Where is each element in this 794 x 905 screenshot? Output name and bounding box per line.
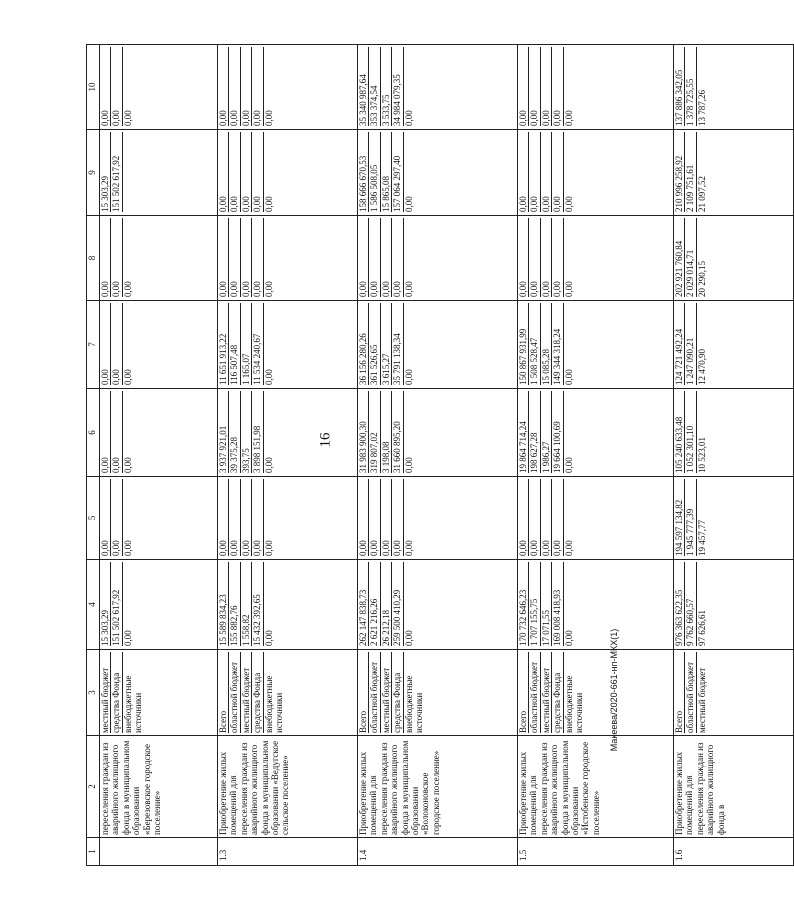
row-index-cell: 1.3 bbox=[218, 838, 358, 866]
value-line: 11 534 240,67 bbox=[252, 303, 263, 385]
value-cell bbox=[358, 45, 518, 130]
header-cell: 10 bbox=[87, 45, 100, 130]
funding-source-label: источники bbox=[133, 692, 144, 733]
value-cell bbox=[518, 301, 674, 389]
value-line: 0,00 bbox=[252, 218, 263, 297]
value-line: 0,00 bbox=[100, 303, 111, 385]
value-line: 35 791 138,34 bbox=[392, 303, 403, 385]
header-cell: 7 bbox=[87, 301, 100, 389]
value-line: 0,00 bbox=[218, 47, 229, 126]
value-cell bbox=[674, 301, 794, 389]
value-line: 35 340 987,64 bbox=[358, 47, 369, 126]
value-line: 26 212,18 bbox=[381, 562, 392, 646]
header-cell: 8 bbox=[87, 216, 100, 301]
value-cell bbox=[100, 216, 218, 301]
value-line: 1 586 508,05 bbox=[369, 132, 380, 212]
value-line: 12 470,90 bbox=[696, 349, 707, 385]
value-line: 31 660 895,20 bbox=[392, 391, 403, 473]
value-line: 0,00 bbox=[403, 369, 414, 385]
value-line: 1 945 777,39 bbox=[685, 479, 696, 556]
value-line: 9 762 660,57 bbox=[685, 562, 696, 646]
value-line: 1 707 155,75 bbox=[529, 562, 540, 646]
value-line: 0,00 bbox=[100, 47, 111, 126]
value-line: 0,00 bbox=[403, 281, 414, 297]
value-line: 0,00 bbox=[403, 457, 414, 473]
value-cell bbox=[100, 45, 218, 130]
value-line: 124 721 492,24 bbox=[674, 303, 685, 385]
value-line: 0,00 bbox=[241, 132, 252, 212]
value-line: 0,00 bbox=[111, 303, 122, 385]
value-line: 0,00 bbox=[263, 540, 274, 556]
value-line: 0,00 bbox=[529, 132, 540, 212]
value-line: 0,00 bbox=[518, 132, 529, 212]
value-line: 0,00 bbox=[563, 281, 574, 297]
header-cell: 1 bbox=[87, 838, 100, 866]
value-line: 0,00 bbox=[518, 47, 529, 126]
value-line: 0,00 bbox=[218, 479, 229, 556]
value-line: 31 983 900,30 bbox=[358, 391, 369, 473]
value-line: 11 651 913,22 bbox=[218, 303, 229, 385]
value-line: 0,00 bbox=[563, 369, 574, 385]
header-cell: 5 bbox=[87, 477, 100, 560]
funding-source-label: Всего bbox=[358, 652, 369, 733]
value-cell bbox=[358, 477, 518, 560]
value-line: 0,00 bbox=[218, 132, 229, 212]
value-line: 259 500 410,29 bbox=[392, 562, 403, 646]
value-line: 0,00 bbox=[111, 479, 122, 556]
value-cell bbox=[674, 45, 794, 130]
value-line: 353 374,54 bbox=[369, 47, 380, 126]
value-line: 0,00 bbox=[122, 110, 133, 126]
value-line: 0,00 bbox=[241, 218, 252, 297]
value-line: 319 807,02 bbox=[369, 391, 380, 473]
value-line: 0,00 bbox=[518, 218, 529, 297]
value-cell bbox=[218, 301, 358, 389]
value-line: 15 085,28 bbox=[541, 303, 552, 385]
value-line: 1 378 725,55 bbox=[685, 47, 696, 126]
value-line: 393,75 bbox=[241, 391, 252, 473]
value-cell bbox=[218, 477, 358, 560]
value-line: 0,00 bbox=[369, 479, 380, 556]
table-body bbox=[100, 45, 794, 866]
value-line: 0,00 bbox=[263, 457, 274, 473]
value-cell bbox=[674, 560, 794, 650]
value-line: 158 666 670,53 bbox=[358, 132, 369, 212]
value-line: 150 867 931,99 bbox=[518, 303, 529, 385]
funding-source-cell bbox=[358, 650, 518, 736]
value-cell bbox=[218, 389, 358, 477]
value-line: 361 526,65 bbox=[369, 303, 380, 385]
value-line: 10 523,01 bbox=[696, 437, 707, 473]
budget-table bbox=[86, 44, 794, 866]
value-line: 0,00 bbox=[122, 457, 133, 473]
row-description-cell: Приобретение жилых помещений для переселения граждан из аварийного жилищного фонда в bbox=[674, 736, 794, 838]
value-line: 0,00 bbox=[369, 218, 380, 297]
value-line: 169 008 418,93 bbox=[552, 562, 563, 646]
value-line: 0,00 bbox=[252, 132, 263, 212]
value-cell bbox=[358, 130, 518, 216]
value-line: 0,00 bbox=[552, 47, 563, 126]
funding-source-label: местный бюджет bbox=[100, 652, 111, 733]
value-line: 0,00 bbox=[229, 479, 240, 556]
table-row bbox=[358, 45, 518, 866]
value-line: 3 937 921,01 bbox=[218, 391, 229, 473]
funding-source-label: источники bbox=[573, 692, 584, 733]
header-cell: 6 bbox=[87, 389, 100, 477]
value-line: 0,00 bbox=[111, 47, 122, 126]
value-line: 39 375,28 bbox=[229, 391, 240, 473]
value-line: 0,00 bbox=[218, 218, 229, 297]
value-line: 13 787,26 bbox=[696, 90, 707, 126]
row-description-cell: переселения граждан из аварийного жилищного фонда в муниципальном образовании «Березовское городское поселение» bbox=[100, 736, 218, 838]
funding-source-label: источники bbox=[273, 692, 284, 733]
value-cell bbox=[518, 389, 674, 477]
row-description-cell: Приобретение жилых помещений для переселения граждан из аварийного жилищного фонда в муниципальном образовании «Ведугское сельское поселение» bbox=[218, 736, 358, 838]
funding-source-label: средства Фонда bbox=[111, 652, 122, 733]
value-cell bbox=[518, 130, 674, 216]
value-line: 0,00 bbox=[100, 391, 111, 473]
value-cell bbox=[674, 130, 794, 216]
value-cell bbox=[218, 130, 358, 216]
funding-source-label: Всего bbox=[674, 652, 685, 733]
value-line: 0,00 bbox=[111, 218, 122, 297]
value-cell bbox=[518, 45, 674, 130]
value-line: 17 071,55 bbox=[541, 562, 552, 646]
value-line: 15 865,08 bbox=[381, 132, 392, 212]
value-line: 3 898 151,98 bbox=[252, 391, 263, 473]
value-line: 0,00 bbox=[518, 479, 529, 556]
value-line: 0,00 bbox=[252, 47, 263, 126]
value-cell bbox=[518, 560, 674, 650]
value-line: 0,00 bbox=[229, 47, 240, 126]
funding-source-label: местный бюджет bbox=[381, 652, 392, 733]
value-line: 2 109 751,61 bbox=[685, 132, 696, 212]
value-line: 151 502 617,92 bbox=[111, 132, 122, 212]
value-cell bbox=[358, 560, 518, 650]
value-line: 0,00 bbox=[392, 218, 403, 297]
funding-source-label: областной бюджет bbox=[685, 652, 696, 733]
value-line: 0,00 bbox=[122, 369, 133, 385]
value-line: 0,00 bbox=[122, 630, 133, 646]
table-row bbox=[218, 45, 358, 866]
value-line: 3 615,27 bbox=[381, 303, 392, 385]
row-index-cell: 1.5 bbox=[518, 838, 674, 866]
row-description-cell: Приобретение жилых помещений для переселения граждан из аварийного жилищного фонда в муниципальном образовании «Истобенское городское поселение» bbox=[518, 736, 674, 838]
value-line: 0,00 bbox=[541, 218, 552, 297]
value-line: 151 502 617,92 bbox=[111, 562, 122, 646]
row-description-cell: Приобретение жилых помещений для переселения граждан из аварийного жилищного фонда в муниципальном образовании «Волоконовское городское поселение» bbox=[358, 736, 518, 838]
value-line: 194 597 134,82 bbox=[674, 479, 685, 556]
value-line: 19 457,77 bbox=[696, 520, 707, 556]
funding-source-label: внебюджетные bbox=[122, 675, 133, 733]
value-line: 976 363 622,35 bbox=[674, 562, 685, 646]
funding-source-label: источники bbox=[413, 692, 424, 733]
row-index-cell: 1.6 bbox=[674, 838, 794, 866]
value-cell bbox=[100, 477, 218, 560]
value-line: 0,00 bbox=[358, 218, 369, 297]
value-line: 0,00 bbox=[381, 218, 392, 297]
value-cell bbox=[358, 301, 518, 389]
value-line bbox=[123, 132, 133, 212]
funding-source-label: средства Фонда bbox=[252, 652, 263, 733]
value-line: 0,00 bbox=[122, 540, 133, 556]
value-line: 15 303,29 bbox=[100, 562, 111, 646]
header-cell: 9 bbox=[87, 130, 100, 216]
value-cell bbox=[100, 130, 218, 216]
value-line: 0,00 bbox=[263, 369, 274, 385]
value-line: 0,00 bbox=[529, 218, 540, 297]
value-line: 0,00 bbox=[403, 196, 414, 212]
value-line: 0,00 bbox=[358, 479, 369, 556]
value-line: 0,00 bbox=[552, 132, 563, 212]
value-line: 0,00 bbox=[529, 47, 540, 126]
value-line: 210 996 258,92 bbox=[674, 132, 685, 212]
value-line: 0,00 bbox=[263, 196, 274, 212]
value-cell bbox=[218, 216, 358, 301]
value-line: 0,00 bbox=[100, 218, 111, 297]
value-line: 0,00 bbox=[563, 110, 574, 126]
header-row bbox=[87, 45, 100, 866]
header-cell: 2 bbox=[87, 736, 100, 838]
value-line: 97 626,61 bbox=[696, 610, 707, 646]
value-cell bbox=[674, 389, 794, 477]
funding-source-cell bbox=[100, 650, 218, 736]
value-line: 3 198,08 bbox=[381, 391, 392, 473]
value-line: 0,00 bbox=[252, 479, 263, 556]
value-line: 0,00 bbox=[403, 630, 414, 646]
row-index-cell: 1.4 bbox=[358, 838, 518, 866]
value-line: 0,00 bbox=[122, 281, 133, 297]
value-line: 149 344 318,24 bbox=[552, 303, 563, 385]
table-row bbox=[518, 45, 674, 866]
value-cell bbox=[100, 560, 218, 650]
value-line: 155 882,76 bbox=[229, 562, 240, 646]
value-line: 20 290,15 bbox=[696, 261, 707, 297]
value-line: 15 432 392,65 bbox=[252, 562, 263, 646]
value-line: 19 864 714,24 bbox=[518, 391, 529, 473]
value-line: 0,00 bbox=[241, 47, 252, 126]
value-line: 1 052 301,10 bbox=[685, 391, 696, 473]
value-line: 0,00 bbox=[552, 218, 563, 297]
value-line: 0,00 bbox=[403, 540, 414, 556]
funding-source-label: Всего bbox=[218, 652, 229, 733]
value-line: 0,00 bbox=[403, 110, 414, 126]
funding-source-label: Всего bbox=[518, 652, 529, 733]
value-line: 0,00 bbox=[381, 479, 392, 556]
value-line: 0,00 bbox=[111, 391, 122, 473]
funding-source-label: средства Фонда bbox=[392, 652, 403, 733]
value-line: 1 508 528,47 bbox=[529, 303, 540, 385]
funding-source-cell bbox=[518, 650, 674, 736]
value-line: 0,00 bbox=[263, 281, 274, 297]
value-cell bbox=[518, 477, 674, 560]
value-cell bbox=[100, 389, 218, 477]
value-cell bbox=[100, 301, 218, 389]
value-line: 1 986,27 bbox=[541, 391, 552, 473]
value-line: 0,00 bbox=[392, 479, 403, 556]
funding-source-cell bbox=[674, 650, 794, 736]
value-cell bbox=[358, 389, 518, 477]
header-cell: 4 bbox=[87, 560, 100, 650]
value-line: 21 097,52 bbox=[696, 176, 707, 212]
value-line: 0,00 bbox=[529, 479, 540, 556]
value-line: 116 507,48 bbox=[229, 303, 240, 385]
value-line: 2 029 014,71 bbox=[685, 218, 696, 297]
value-line: 170 732 646,23 bbox=[518, 562, 529, 646]
value-cell bbox=[674, 216, 794, 301]
value-line: 36 156 280,26 bbox=[358, 303, 369, 385]
value-line: 0,00 bbox=[541, 47, 552, 126]
value-line: 0,00 bbox=[100, 479, 111, 556]
funding-source-label: местный бюджет bbox=[696, 667, 707, 733]
value-line: 105 240 633,48 bbox=[674, 391, 685, 473]
funding-source-cell bbox=[218, 650, 358, 736]
value-line: 0,00 bbox=[541, 132, 552, 212]
value-line: 0,00 bbox=[241, 479, 252, 556]
value-line: 34 984 079,35 bbox=[392, 47, 403, 126]
value-line: 19 664 100,69 bbox=[552, 391, 563, 473]
value-cell bbox=[358, 216, 518, 301]
page-number: 16 bbox=[317, 432, 334, 448]
value-line: 15 303,29 bbox=[100, 132, 111, 212]
value-line: 0,00 bbox=[229, 132, 240, 212]
value-line: 0,00 bbox=[563, 630, 574, 646]
row-index-cell bbox=[100, 838, 218, 866]
value-line: 137 886 342,05 bbox=[674, 47, 685, 126]
value-line: 198 627,28 bbox=[529, 391, 540, 473]
value-cell bbox=[518, 216, 674, 301]
value-cell bbox=[218, 45, 358, 130]
value-line: 1 558,82 bbox=[241, 562, 252, 646]
header-cell: 3 bbox=[87, 650, 100, 736]
value-line: 1 165,07 bbox=[241, 303, 252, 385]
value-line: 157 064 297,40 bbox=[392, 132, 403, 212]
funding-source-label: местный бюджет bbox=[541, 652, 552, 733]
value-line: 202 921 760,84 bbox=[674, 218, 685, 297]
value-line: 0,00 bbox=[563, 457, 574, 473]
funding-source-label: областной бюджет bbox=[369, 652, 380, 733]
value-line: 0,00 bbox=[541, 479, 552, 556]
value-line: 15 589 834,23 bbox=[218, 562, 229, 646]
value-line: 1 247 090,21 bbox=[685, 303, 696, 385]
funding-source-label: областной бюджет bbox=[229, 652, 240, 733]
value-cell bbox=[674, 477, 794, 560]
value-line: 2 621 216,26 bbox=[369, 562, 380, 646]
value-line: 0,00 bbox=[229, 218, 240, 297]
table-row bbox=[100, 45, 218, 866]
funding-source-label: областной бюджет bbox=[529, 652, 540, 733]
value-line: 262 147 838,73 bbox=[358, 562, 369, 646]
document-footer: Макеева/2020-661-нп-МКХ(1) bbox=[609, 628, 619, 752]
value-line: 0,00 bbox=[263, 110, 274, 126]
funding-source-label: внебюджетные bbox=[263, 675, 274, 733]
funding-source-label: средства Фонда bbox=[552, 652, 563, 733]
value-line: 0,00 bbox=[563, 196, 574, 212]
funding-source-label: внебюджетные bbox=[563, 675, 574, 733]
table-row bbox=[674, 45, 794, 866]
value-line: 0,00 bbox=[263, 630, 274, 646]
value-cell bbox=[218, 560, 358, 650]
value-line: 0,00 bbox=[552, 479, 563, 556]
value-line: 3 533,75 bbox=[381, 47, 392, 126]
value-line: 0,00 bbox=[563, 540, 574, 556]
funding-source-label: внебюджетные bbox=[403, 675, 414, 733]
funding-source-label: местный бюджет bbox=[241, 652, 252, 733]
